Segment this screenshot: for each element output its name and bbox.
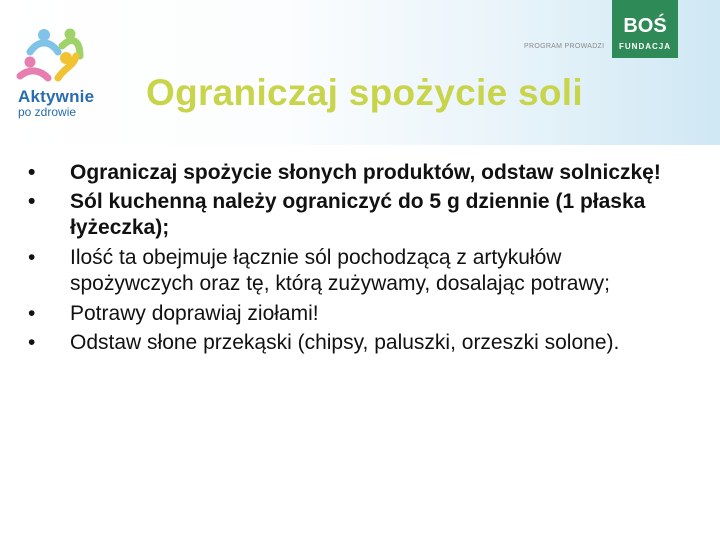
bullet-text: Odstaw słone przekąski (chipsy, paluszki, orzeszki solone). (70, 331, 620, 354)
list-item (28, 189, 688, 242)
bullet-icon: • (28, 245, 36, 269)
program-text: PROGRAM PROWADZI (524, 43, 605, 50)
list-item (28, 160, 688, 187)
bullet-icon: • (28, 331, 36, 354)
bullet-list (28, 160, 688, 357)
logo-text (18, 88, 94, 118)
list-item (28, 301, 688, 328)
bullet-icon: • (28, 189, 36, 213)
logo-title: Aktywnie (18, 87, 95, 106)
list-item (28, 330, 688, 357)
page-title: Ograniczaj spożycie soli (146, 72, 583, 113)
logo-subtitle: po zdrowie (18, 105, 77, 119)
bullet-text: Potrawy doprawiaj ziołami! (70, 301, 319, 325)
bullet-text: Ilość ta obejmuje łącznie sól pochodzącą z artykułów spożywczych oraz tę, którą zużywamy, dosalając potrawy; (70, 245, 610, 295)
bullet-text: Sól kuchenną należy ograniczyć do 5 g dziennie (1 płaska łyżeczka); (70, 189, 646, 239)
list-item (28, 245, 688, 298)
header-band (0, 0, 720, 145)
bullet-icon: • (28, 161, 36, 184)
bos-badge-sub: FUNDACJA (619, 42, 671, 51)
bos-badge-name: BOŚ (623, 15, 667, 37)
bullet-icon: • (28, 301, 36, 325)
bullet-text: Ograniczaj spożycie słonych produktów, odstaw solniczkę! (70, 161, 661, 184)
bos-badge (612, 0, 678, 58)
